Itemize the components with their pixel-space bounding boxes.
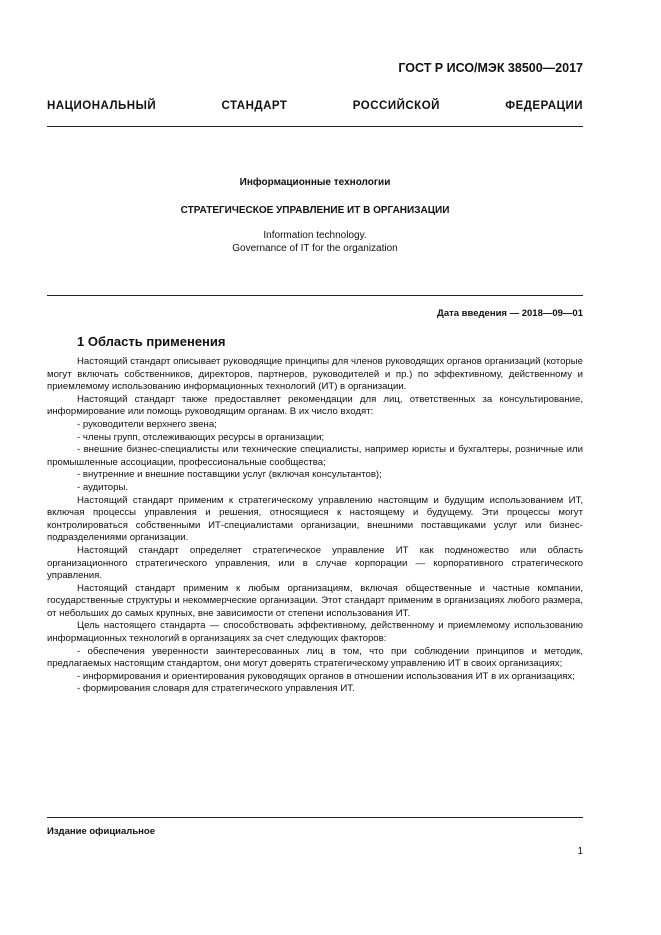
list-item: - внешние бизнес-специалисты или технические специалисты, например юристы и бухгалтеры, розничные или промышленные ассоциации, профессиональные сообщества; (47, 444, 583, 468)
title-divider (47, 295, 583, 296)
page-number: 1 (577, 846, 583, 857)
paragraph: Настоящий стандарт описывает руководящие принципы для членов руководящих органов организаций (которые могут включать собственников, директоров, партнеров, руководителей и пр.) по эффективному, действенному и приемлемому использованию информационных технологий (ИТ) в организации. (47, 356, 583, 393)
footer-divider (47, 817, 583, 818)
title-en-line-2: Governance of IT for the organization (232, 242, 398, 254)
subject-title: Информационные технологии (239, 177, 391, 188)
paragraph: Цель настоящего стандарта — способствовать эффективному, действенному и приемлемому использованию информационных технологий в организациях за счет следующих факторов: (47, 620, 583, 645)
title-en-line-1: Information technology. (263, 230, 367, 241)
introduction-date: Дата введения — 2018—09—01 (437, 308, 583, 319)
paragraph: Настоящий стандарт определяет стратегическое управление ИТ как подмножество или область организационного стратегического управления, или в случае корпорации — корпоративного стратегического управления. (47, 544, 583, 582)
national-standard-heading: НАЦИОНАЛЬНЫЙ СТАНДАРТ РОССИЙСКОЙ ФЕДЕРАЦИИ (47, 100, 583, 112)
list-item: - формирования словаря для стратегического управления ИТ. (77, 683, 355, 695)
list-item: - аудиторы. (77, 481, 129, 493)
edition-label: Издание официальное (47, 826, 155, 837)
document-code: ГОСТ Р ИСО/МЭК 38500—2017 (398, 61, 583, 75)
list-item: - обеспечения уверенности заинтересованных лиц в том, что при соблюдении принципов и методик, предлагаемых настоящим стандартом, они могут доверять стратегическому управлению ИТ в своих организациях; (47, 645, 583, 670)
paragraph: Настоящий стандарт применим к стратегическому управлению настоящим и будущим использованием ИТ, включая процессы управления и решения, относящиеся к настоящему и будущему. Эти процессы могут контролироваться собственными ИТ-специалистами организации, внешними поставщиками услуг или бизнес-подразделениями организации. (47, 494, 583, 544)
section-title: 1 Область применения (77, 334, 226, 349)
standard-title-ru: СТРАТЕГИЧЕСКОЕ УПРАВЛЕНИЕ ИТ В ОРГАНИЗАЦИИ (180, 205, 450, 216)
list-item: - руководители верхнего звена; (77, 418, 217, 430)
paragraph: Настоящий стандарт также предоставляет рекомендации для лиц, ответственных за консультирование, информирование или помощь руководящим органам. В их число входят: (47, 393, 583, 418)
standard-title-en (47, 230, 583, 255)
list-item: - члены групп, отслеживающих ресурсы в организации; (77, 431, 325, 443)
section-body (47, 356, 583, 696)
list-item: - внутренние и внешние поставщики услуг (включая консультантов); (77, 469, 382, 481)
paragraph: Настоящий стандарт применим к любым организациям, включая общественные и частные компании, государственные структуры и некоммерческие организации. Этот стандарт применим в организациях любого размера, от небольших до самых крупных, вне зависимости от степени использования ИТ. (47, 582, 583, 619)
header-divider (47, 126, 583, 127)
list-item: - информирования и ориентирования руководящих органов в отношении использования ИТ в их организациях; (77, 670, 575, 682)
